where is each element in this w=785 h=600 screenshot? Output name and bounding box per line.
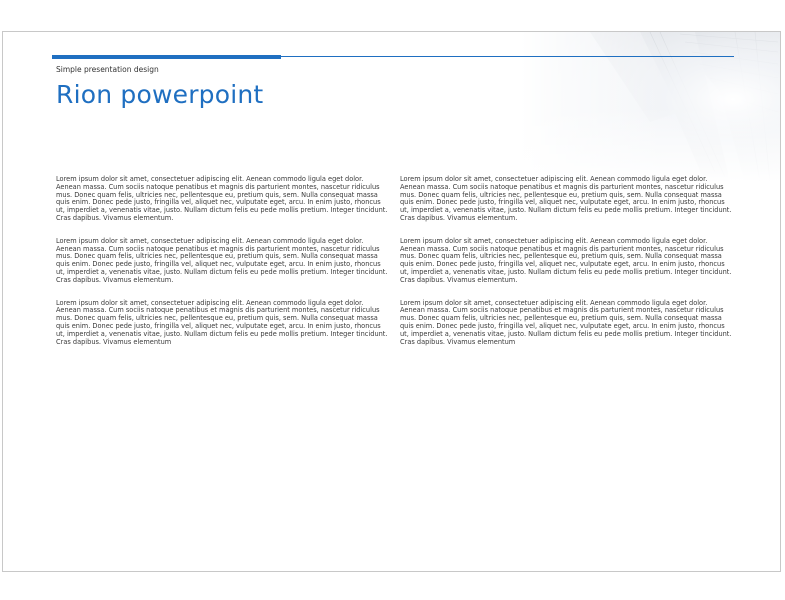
body-paragraph: Lorem ipsum dolor sit amet, consectetuer adipiscing elit. Aenean commodo ligula eget dolor. Aenean massa. Cum sociis natoque penatibus et magnis dis parturient montes, nascetur ridiculus mus. Donec quam felis, ultricies nec, pellentesque eu, pretium quis, sem. Nulla consequat massa quis enim. Donec pede justo, fringilla vel, aliquet nec, vulputate eget, arcu. In enim justo, rhoncus ut, imperdiet a, venenatis vitae, justo. Nullam dictum felis eu pede mollis pretium. Integer tincidunt. Cras dapibus. Vivamus elementum [56, 298, 388, 346]
body-paragraph: Lorem ipsum dolor sit amet, consectetuer adipiscing elit. Aenean commodo ligula eget dolor. Aenean massa. Cum sociis natoque penatibus et magnis dis parturient montes, nascetur ridiculus mus. Donec quam felis, ultricies nec, pellentesque eu, pretium quis, sem. Nulla consequat massa quis enim. Donec pede justo, fringilla vel, aliquet nec, vulputate eget, arcu. In enim justo, rhoncus ut, imperdiet a, venenatis vitae, justo. Nullam dictum felis eu pede mollis pretium. Integer tincidunt. Cras dapibus. Vivamus elementum [400, 298, 732, 346]
body-paragraph: Lorem ipsum dolor sit amet, consectetuer adipiscing elit. Aenean commodo ligula eget dolor. Aenean massa. Cum sociis natoque penatibus et magnis dis parturient montes, nascetur ridiculus mus. Donec quam felis, ultricies nec, pellentesque eu, pretium quis, sem. Nulla consequat massa quis enim. Donec pede justo, fringilla vel, aliquet nec, vulputate eget, arcu. In enim justo, rhoncus ut, imperdiet a, venenatis vitae, justo. Nullam dictum felis eu pede mollis pretium. Integer tincidunt. Cras dapibus. Vivamus elementum. [56, 236, 388, 284]
skyscraper-photo-icon [520, 32, 780, 182]
slide-subtitle: Simple presentation design [56, 65, 159, 74]
slide [2, 31, 781, 572]
body-paragraph: Lorem ipsum dolor sit amet, consectetuer adipiscing elit. Aenean commodo ligula eget dolor. Aenean massa. Cum sociis natoque penatibus et magnis dis parturient montes, nascetur ridiculus mus. Donec quam felis, ultricies nec, pellentesque eu, pretium quis, sem. Nulla consequat massa quis enim. Donec pede justo, fringilla vel, aliquet nec, vulputate eget, arcu. In enim justo, rhoncus ut, imperdiet a, venenatis vitae, justo. Nullam dictum felis eu pede mollis pretium. Integer tincidunt. Cras dapibus. Vivamus elementum. [400, 236, 732, 284]
right-text-column [400, 176, 732, 361]
body-paragraph: Lorem ipsum dolor sit amet, consectetuer adipiscing elit. Aenean commodo ligula eget dolor. Aenean massa. Cum sociis natoque penatibus et magnis dis parturient montes, nascetur ridiculus mus. Donec quam felis, ultricies nec, pellentesque eu, pretium quis, sem. Nulla consequat massa quis enim. Donec pede justo, fringilla vel, aliquet nec, vulputate eget, arcu. In enim justo, rhoncus ut, imperdiet a, venenatis vitae, justo. Nullam dictum felis eu pede mollis pretium. Integer tincidunt. Cras dapibus. Vivamus elementum. [56, 175, 388, 222]
left-text-column [56, 176, 388, 361]
body-paragraph: Lorem ipsum dolor sit amet, consectetuer adipiscing elit. Aenean commodo ligula eget dolor. Aenean massa. Cum sociis natoque penatibus et magnis dis parturient montes, nascetur ridiculus mus. Donec quam felis, ultricies nec, pellentesque eu, pretium quis, sem. Nulla consequat massa quis enim. Donec pede justo, fringilla vel, aliquet nec, vulputate eget, arcu. In enim justo, rhoncus ut, imperdiet a, venenatis vitae, justo. Nullam dictum felis eu pede mollis pretium. Integer tincidunt. Cras dapibus. Vivamus elementum. [400, 175, 732, 222]
header-accent-bar [52, 55, 281, 59]
slide-title: Rion powerpoint [56, 80, 264, 109]
